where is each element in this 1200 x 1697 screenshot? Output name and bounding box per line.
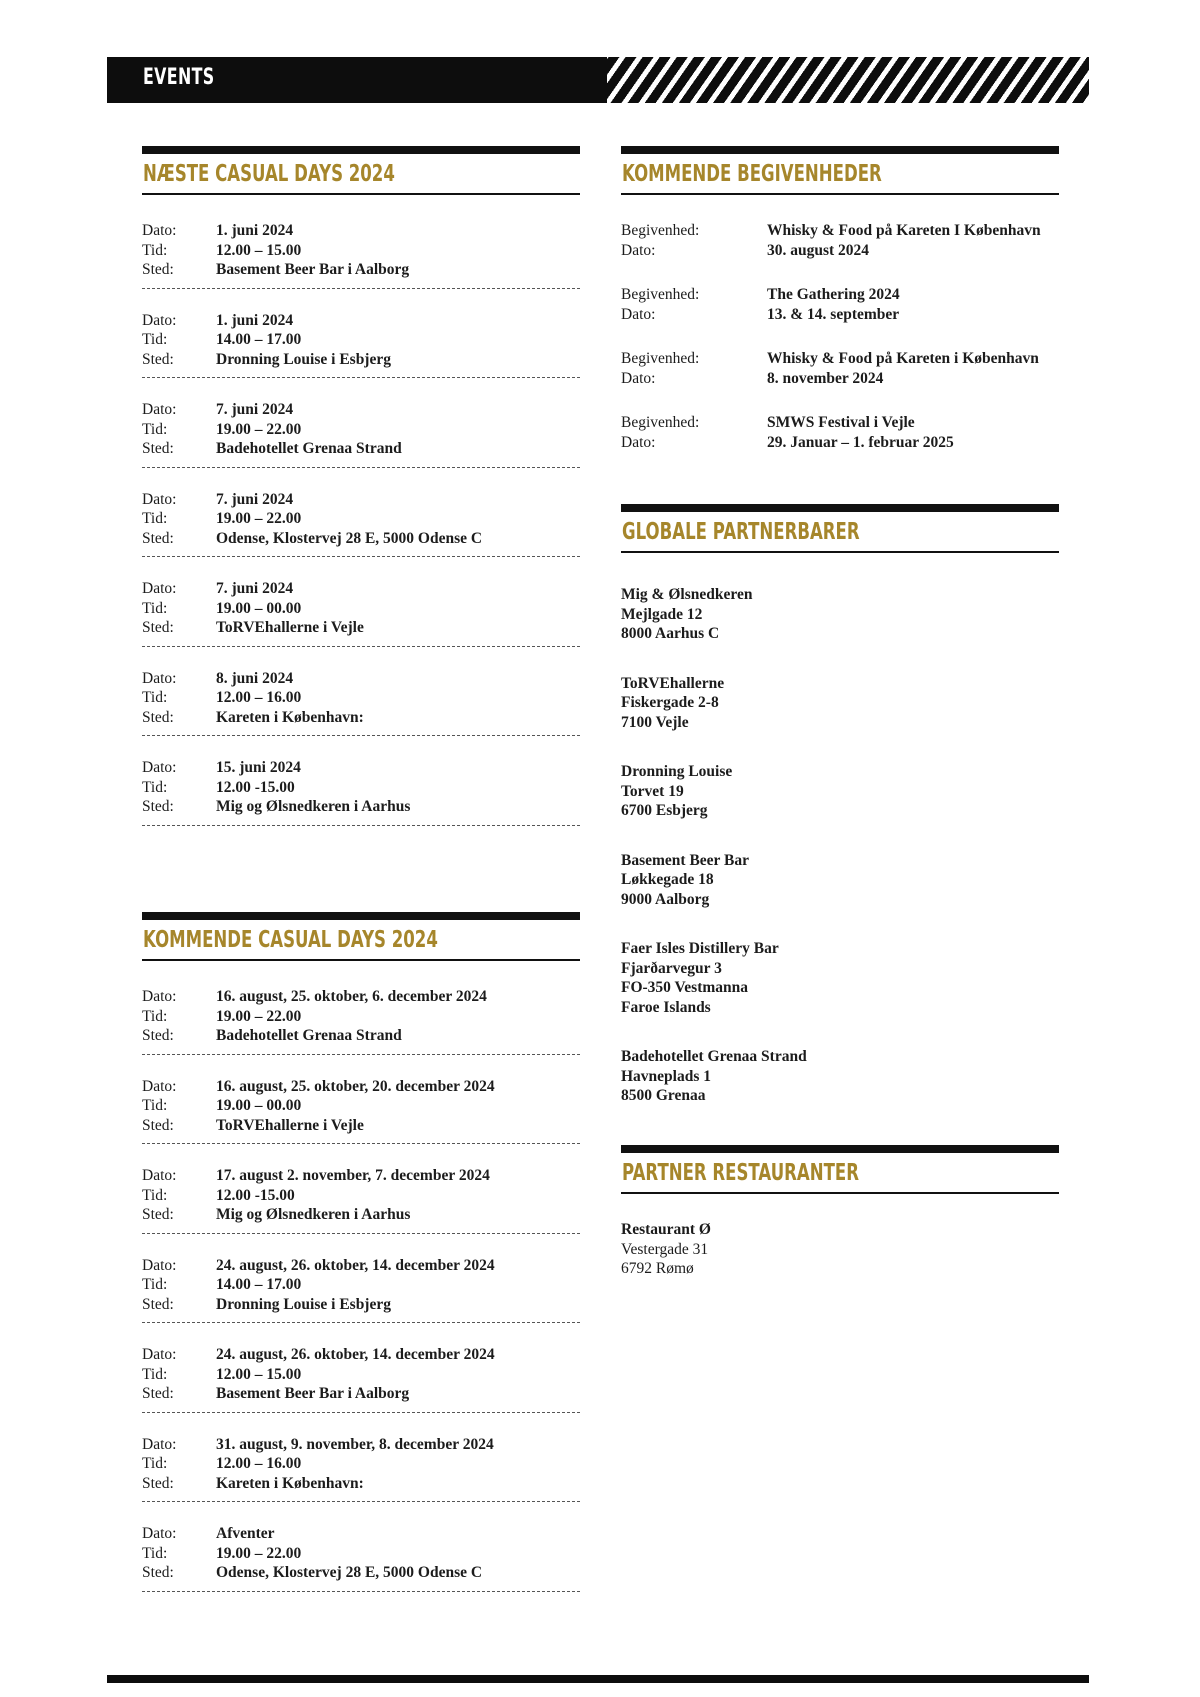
page-title: EVENTS xyxy=(143,65,215,90)
section-header xyxy=(621,1145,1059,1194)
entry-row xyxy=(142,241,580,261)
entry-row xyxy=(142,1524,580,1544)
field-value-date: 7. juni 2024 xyxy=(216,401,294,418)
field-value-date: 8. november 2024 xyxy=(767,369,884,387)
field-label: Dato: xyxy=(142,490,177,508)
field-value-time: 19.00 – 22.00 xyxy=(216,1544,302,1562)
field-value-place: ToRVEhallerne i Vejle xyxy=(216,619,364,636)
event-entry xyxy=(142,987,580,1055)
field-value-place: ToRVEhallerne i Vejle xyxy=(216,1116,364,1134)
section-partner-bars xyxy=(621,504,1059,1136)
field-label: Tid: xyxy=(142,778,168,796)
field-value-place: Odense, Klostervej 28 E, 5000 Odense C xyxy=(216,1564,483,1581)
field-label: Tid: xyxy=(142,1007,168,1025)
field-label: Dato: xyxy=(142,759,177,776)
field-label: Dato: xyxy=(142,1525,177,1542)
event-entry xyxy=(142,758,580,826)
partner-address xyxy=(621,939,1059,1017)
partner-name: Badehotellet Grenaa Strand xyxy=(621,1048,807,1065)
event-row xyxy=(621,433,1059,453)
field-label: Tid: xyxy=(142,331,168,348)
field-label: Tid: xyxy=(142,241,168,259)
address-line: 6792 Rømø xyxy=(621,1260,694,1277)
address-line: Fiskergade 2-8 xyxy=(621,694,719,711)
field-label: Dato: xyxy=(142,1256,177,1274)
entry-row xyxy=(142,1026,580,1046)
entry-row xyxy=(142,1116,580,1136)
field-label: Sted: xyxy=(142,798,174,815)
dashed-divider xyxy=(142,288,580,289)
address-line: 7100 Vejle xyxy=(621,713,689,731)
field-label: Dato: xyxy=(142,222,177,239)
field-label: Dato: xyxy=(142,1167,177,1184)
entry-row xyxy=(142,708,580,728)
field-value-place: Kareten i København: xyxy=(216,1474,364,1492)
casual-next-list xyxy=(142,221,580,826)
event-row xyxy=(621,285,1059,305)
footer-bar xyxy=(107,1675,1089,1683)
restaurants-list xyxy=(621,1220,1059,1279)
partner-address xyxy=(621,674,1059,733)
address-line: 6700 Esbjerg xyxy=(621,802,708,819)
partner-address xyxy=(621,1220,1059,1279)
section-next-casual-days xyxy=(142,146,580,848)
field-label: Sted: xyxy=(142,1295,174,1313)
field-label: Tid: xyxy=(142,1544,168,1562)
field-label: Dato: xyxy=(621,433,656,451)
field-value-date: Afventer xyxy=(216,1525,275,1542)
field-label: Dato: xyxy=(142,669,177,687)
dashed-divider xyxy=(142,1054,580,1055)
field-label: Tid: xyxy=(142,1365,168,1383)
field-value-time: 12.00 -15.00 xyxy=(216,1186,295,1204)
field-label: Sted: xyxy=(142,1564,174,1581)
address-line: 8500 Grenaa xyxy=(621,1087,706,1104)
field-label: Sted: xyxy=(142,619,174,636)
partner-name: Mig & Ølsnedkeren xyxy=(621,586,753,603)
field-value-place: Basement Beer Bar i Aalborg xyxy=(216,261,410,278)
entry-row xyxy=(142,439,580,459)
event-row xyxy=(621,241,1059,261)
event-entry xyxy=(142,1345,580,1413)
entry-row xyxy=(142,778,580,798)
field-value-date: 7. juni 2024 xyxy=(216,490,294,508)
section-header xyxy=(142,146,580,195)
field-label: Sted: xyxy=(142,440,174,457)
partner-name: ToRVEhallerne xyxy=(621,674,725,692)
header-hatch-pattern xyxy=(607,57,1089,103)
section-upcoming-casual-days xyxy=(142,912,580,1614)
field-label: Tid: xyxy=(142,689,168,706)
entry-row xyxy=(142,1474,580,1494)
field-label: Dato: xyxy=(142,1435,177,1453)
event-entry xyxy=(142,669,580,737)
field-label: Tid: xyxy=(142,1186,168,1204)
field-label: Sted: xyxy=(142,529,174,547)
partner-address xyxy=(621,851,1059,910)
field-value-time: 14.00 – 17.00 xyxy=(216,331,302,348)
bars-list xyxy=(621,585,1059,1106)
entry-row xyxy=(142,400,580,420)
field-value-time: 19.00 – 00.00 xyxy=(216,1097,302,1114)
entry-row xyxy=(142,987,580,1007)
field-value-place: Kareten i København: xyxy=(216,708,364,726)
field-value-date: 8. juni 2024 xyxy=(216,669,294,687)
address-line: 8000 Aarhus C xyxy=(621,625,720,642)
field-label: Tid: xyxy=(142,1097,168,1114)
partner-address xyxy=(621,585,1059,644)
partner-name: Basement Beer Bar xyxy=(621,851,749,869)
entry-row xyxy=(142,1186,580,1206)
event-entry xyxy=(142,490,580,558)
dashed-divider xyxy=(142,1501,580,1502)
field-value-date: 31. august, 9. november, 8. december 2024 xyxy=(216,1435,494,1453)
address-line: Havneplads 1 xyxy=(621,1067,712,1085)
field-value-time: 12.00 – 16.00 xyxy=(216,1455,302,1472)
field-label: Sted: xyxy=(142,1027,174,1044)
entry-row xyxy=(142,1295,580,1315)
field-value-time: 12.00 – 15.00 xyxy=(216,241,302,259)
field-label: Dato: xyxy=(142,1077,177,1095)
dashed-divider xyxy=(142,1143,580,1144)
field-value-place: Basement Beer Bar i Aalborg xyxy=(216,1385,410,1402)
event-row xyxy=(621,349,1059,369)
dashed-divider xyxy=(142,1591,580,1592)
entry-row xyxy=(142,599,580,619)
section-header xyxy=(621,146,1059,195)
event-entry xyxy=(142,1524,580,1592)
event-entry xyxy=(142,221,580,289)
field-label: Dato: xyxy=(142,988,177,1005)
event-row xyxy=(621,369,1059,389)
entry-row xyxy=(142,350,580,370)
field-value-place: Dronning Louise i Esbjerg xyxy=(216,1295,391,1313)
field-label: Sted: xyxy=(142,1206,174,1223)
entry-row xyxy=(142,490,580,510)
partner-address xyxy=(621,762,1059,821)
dashed-divider xyxy=(142,467,580,468)
entry-row xyxy=(142,1544,580,1564)
field-value-date: 1. juni 2024 xyxy=(216,311,294,329)
field-label: Sted: xyxy=(142,261,174,278)
entry-row xyxy=(142,311,580,331)
field-label: Begivenhed: xyxy=(621,222,700,239)
dashed-divider xyxy=(142,825,580,826)
field-value-date: 1. juni 2024 xyxy=(216,222,294,239)
field-label: Sted: xyxy=(142,1474,174,1492)
event-item xyxy=(621,221,1059,260)
event-row xyxy=(621,413,1059,433)
dashed-divider xyxy=(142,646,580,647)
section-title: GLOBALE PARTNERBARER xyxy=(622,519,860,545)
field-label: Dato: xyxy=(621,369,656,387)
address-line: Mejlgade 12 xyxy=(621,605,703,623)
event-item xyxy=(621,349,1059,388)
partner-address xyxy=(621,1047,1059,1106)
dashed-divider xyxy=(142,1412,580,1413)
entry-row xyxy=(142,330,580,350)
section-header xyxy=(142,912,580,961)
casual-upcoming-list xyxy=(142,987,580,1592)
entry-row xyxy=(142,1275,580,1295)
field-label: Tid: xyxy=(142,1276,168,1293)
section-title: KOMMENDE BEGIVENHEDER xyxy=(622,161,882,187)
entry-row xyxy=(142,688,580,708)
address-line: Løkkegade 18 xyxy=(621,871,714,888)
field-label: Dato: xyxy=(142,580,177,597)
field-label: Dato: xyxy=(621,241,656,259)
field-value-place: Badehotellet Grenaa Strand xyxy=(216,1027,402,1044)
event-item xyxy=(621,413,1059,452)
field-value-date: 30. august 2024 xyxy=(767,241,870,259)
entry-row xyxy=(142,509,580,529)
field-label: Sted: xyxy=(142,1116,174,1134)
partner-name: Faer Isles Distillery Bar xyxy=(621,940,779,957)
entry-row xyxy=(142,1563,580,1583)
field-value-place: Mig og Ølsnedkeren i Aarhus xyxy=(216,1206,411,1223)
field-value-place: Mig og Ølsnedkeren i Aarhus xyxy=(216,798,411,815)
entry-row xyxy=(142,1365,580,1385)
section-upcoming-events xyxy=(621,146,1059,477)
entry-row xyxy=(142,529,580,549)
field-label: Tid: xyxy=(142,420,168,438)
field-value-date: 29. Januar – 1. februar 2025 xyxy=(767,433,954,451)
event-entry xyxy=(142,1435,580,1503)
field-label: Sted: xyxy=(142,708,174,726)
field-value-time: 19.00 – 22.00 xyxy=(216,420,302,438)
field-value-event: The Gathering 2024 xyxy=(767,286,900,303)
field-label: Sted: xyxy=(142,1385,174,1402)
entry-row xyxy=(142,758,580,778)
field-value-date: 24. august, 26. oktober, 14. december 2024 xyxy=(216,1346,495,1363)
dashed-divider xyxy=(142,1233,580,1234)
entry-row xyxy=(142,579,580,599)
dashed-divider xyxy=(142,735,580,736)
event-item xyxy=(621,285,1059,324)
field-value-place: Odense, Klostervej 28 E, 5000 Odense C xyxy=(216,529,483,547)
entry-row xyxy=(142,797,580,817)
field-label: Tid: xyxy=(142,1455,168,1472)
dashed-divider xyxy=(142,1322,580,1323)
entry-row xyxy=(142,221,580,241)
field-value-time: 12.00 -15.00 xyxy=(216,778,295,796)
entry-row xyxy=(142,1166,580,1186)
address-line: Torvet 19 xyxy=(621,782,684,800)
field-label: Dato: xyxy=(142,1346,177,1363)
field-value-date: 16. august, 25. oktober, 6. december 2024 xyxy=(216,988,487,1005)
field-label: Dato: xyxy=(142,401,177,418)
field-label: Tid: xyxy=(142,510,168,527)
address-line: Vestergade 31 xyxy=(621,1240,709,1258)
partner-name: Dronning Louise xyxy=(621,763,733,780)
entry-row xyxy=(142,1345,580,1365)
field-value-event: Whisky & Food på Kareten I København xyxy=(767,222,1041,239)
event-entry xyxy=(142,1256,580,1324)
dashed-divider xyxy=(142,377,580,378)
address-line: Fjarðarvegur 3 xyxy=(621,959,722,977)
field-value-date: 16. august, 25. oktober, 20. december 2024 xyxy=(216,1077,495,1095)
entry-row xyxy=(142,1096,580,1116)
field-label: Begivenhed: xyxy=(621,286,700,303)
entry-row xyxy=(142,420,580,440)
entry-row xyxy=(142,1256,580,1276)
entry-row xyxy=(142,260,580,280)
entry-row xyxy=(142,618,580,638)
entry-row xyxy=(142,669,580,689)
section-partner-restaurants xyxy=(621,1145,1059,1309)
field-value-time: 12.00 – 15.00 xyxy=(216,1365,302,1383)
section-title: NÆSTE CASUAL DAYS 2024 xyxy=(143,161,395,187)
field-label: Begivenhed: xyxy=(621,350,700,367)
field-label: Begivenhed: xyxy=(621,414,700,431)
entry-row xyxy=(142,1454,580,1474)
section-title: KOMMENDE CASUAL DAYS 2024 xyxy=(143,927,438,953)
entry-row xyxy=(142,1077,580,1097)
field-value-time: 12.00 – 16.00 xyxy=(216,689,302,706)
header-bar xyxy=(107,57,1089,103)
field-label: Dato: xyxy=(142,311,177,329)
event-entry xyxy=(142,579,580,647)
field-value-time: 19.00 – 22.00 xyxy=(216,510,302,527)
field-value-time: 19.00 – 22.00 xyxy=(216,1007,302,1025)
event-entry xyxy=(142,1166,580,1234)
field-value-date: 13. & 14. september xyxy=(767,305,900,323)
event-entry xyxy=(142,1077,580,1145)
address-line: FO-350 Vestmanna xyxy=(621,979,749,996)
field-value-date: 15. juni 2024 xyxy=(216,759,301,776)
field-value-place: Dronning Louise i Esbjerg xyxy=(216,350,391,368)
partner-name: Restaurant Ø xyxy=(621,1221,711,1238)
field-value-time: 14.00 – 17.00 xyxy=(216,1276,302,1293)
entry-row xyxy=(142,1435,580,1455)
dashed-divider xyxy=(142,556,580,557)
field-value-time: 19.00 – 00.00 xyxy=(216,599,302,617)
field-value-date: 24. august, 26. oktober, 14. december 2024 xyxy=(216,1256,495,1274)
entry-row xyxy=(142,1205,580,1225)
field-label: Dato: xyxy=(621,305,656,323)
event-row xyxy=(621,221,1059,241)
section-header xyxy=(621,504,1059,553)
field-value-event: SMWS Festival i Vejle xyxy=(767,414,915,431)
address-line: 9000 Aalborg xyxy=(621,890,710,908)
field-value-event: Whisky & Food på Kareten i København xyxy=(767,350,1039,367)
events-list xyxy=(621,221,1059,452)
field-label: Sted: xyxy=(142,350,174,368)
field-value-place: Badehotellet Grenaa Strand xyxy=(216,440,402,457)
field-label: Tid: xyxy=(142,599,168,617)
field-value-date: 17. august 2. november, 7. december 2024 xyxy=(216,1167,490,1184)
event-row xyxy=(621,305,1059,325)
event-entry xyxy=(142,311,580,379)
entry-row xyxy=(142,1007,580,1027)
field-value-date: 7. juni 2024 xyxy=(216,580,294,597)
event-entry xyxy=(142,400,580,468)
section-title: PARTNER RESTAURANTER xyxy=(622,1160,859,1186)
entry-row xyxy=(142,1384,580,1404)
address-line: Faroe Islands xyxy=(621,998,711,1016)
